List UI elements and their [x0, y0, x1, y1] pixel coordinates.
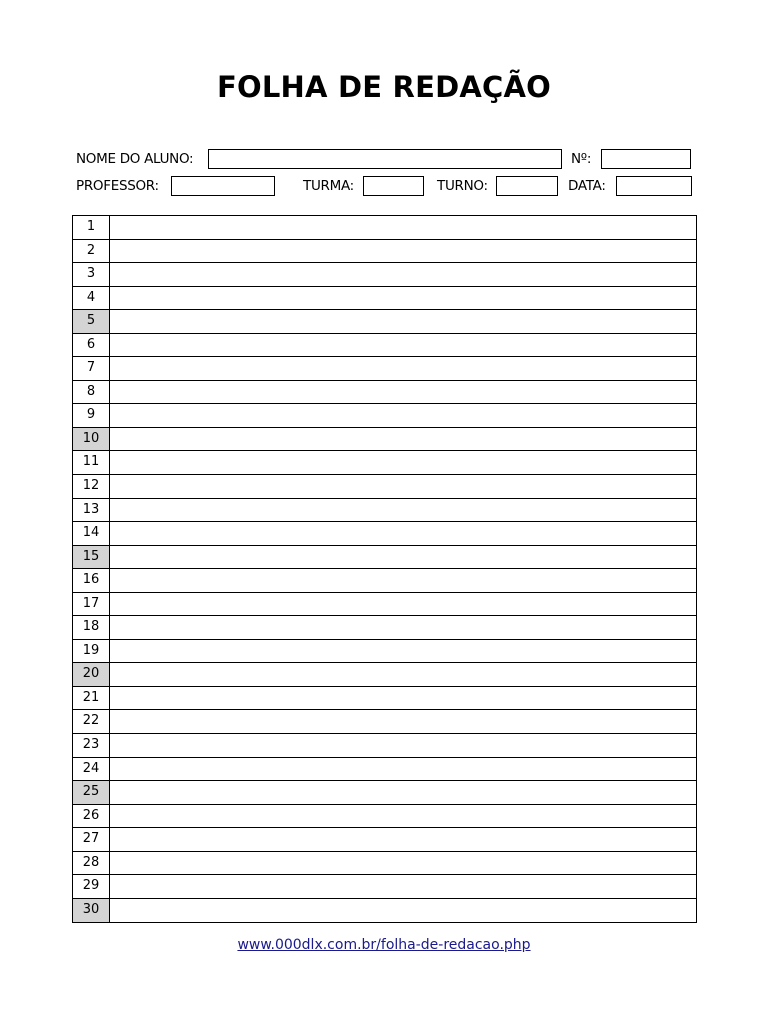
writing-line-row — [73, 240, 696, 264]
professor-field[interactable] — [171, 176, 275, 196]
writing-line[interactable] — [110, 710, 696, 733]
line-number: 5 — [73, 310, 110, 333]
writing-line[interactable] — [110, 428, 696, 451]
writing-line[interactable] — [110, 899, 696, 923]
writing-line-row — [73, 216, 696, 240]
writing-line-row — [73, 310, 696, 334]
writing-line[interactable] — [110, 334, 696, 357]
writing-line[interactable] — [110, 781, 696, 804]
writing-line-row — [73, 334, 696, 358]
writing-line[interactable] — [110, 451, 696, 474]
writing-line[interactable] — [110, 640, 696, 663]
writing-line-row — [73, 263, 696, 287]
nome-aluno-field[interactable] — [208, 149, 562, 169]
numero-label: Nº: — [571, 151, 592, 167]
writing-line-row — [73, 287, 696, 311]
writing-line[interactable] — [110, 357, 696, 380]
writing-line-row — [73, 404, 696, 428]
writing-line[interactable] — [110, 758, 696, 781]
line-number: 4 — [73, 287, 110, 310]
line-number: 10 — [73, 428, 110, 451]
writing-line[interactable] — [110, 475, 696, 498]
line-number: 8 — [73, 381, 110, 404]
writing-line[interactable] — [110, 805, 696, 828]
nome-aluno-label: NOME DO ALUNO: — [76, 151, 194, 167]
turma-field[interactable] — [363, 176, 424, 196]
writing-line-row — [73, 593, 696, 617]
line-number: 20 — [73, 663, 110, 686]
line-number: 14 — [73, 522, 110, 545]
writing-line[interactable] — [110, 522, 696, 545]
turno-label: TURNO: — [437, 178, 488, 194]
line-number: 17 — [73, 593, 110, 616]
writing-line-row — [73, 758, 696, 782]
footer-link[interactable]: www.000dlx.com.br/folha-de-redacao.php — [237, 937, 531, 953]
writing-line-row — [73, 781, 696, 805]
line-number: 1 — [73, 216, 110, 239]
data-field[interactable] — [616, 176, 692, 196]
writing-line-row — [73, 687, 696, 711]
professor-label: PROFESSOR: — [76, 178, 159, 194]
line-number: 30 — [73, 899, 110, 923]
line-number: 28 — [73, 852, 110, 875]
line-number: 16 — [73, 569, 110, 592]
writing-line-row — [73, 663, 696, 687]
writing-line[interactable] — [110, 216, 696, 239]
writing-line[interactable] — [110, 263, 696, 286]
writing-line-row — [73, 710, 696, 734]
writing-line[interactable] — [110, 381, 696, 404]
line-number: 29 — [73, 875, 110, 898]
writing-line-row — [73, 899, 696, 923]
line-number: 24 — [73, 758, 110, 781]
writing-line-row — [73, 852, 696, 876]
writing-line[interactable] — [110, 875, 696, 898]
line-number: 26 — [73, 805, 110, 828]
writing-line[interactable] — [110, 310, 696, 333]
writing-line[interactable] — [110, 404, 696, 427]
writing-line-row — [73, 640, 696, 664]
writing-line-row — [73, 616, 696, 640]
line-number: 23 — [73, 734, 110, 757]
line-number: 13 — [73, 499, 110, 522]
writing-line-row — [73, 522, 696, 546]
line-number: 18 — [73, 616, 110, 639]
writing-line[interactable] — [110, 663, 696, 686]
writing-line-row — [73, 357, 696, 381]
writing-line[interactable] — [110, 828, 696, 851]
turma-label: TURMA: — [303, 178, 354, 194]
writing-line-row — [73, 499, 696, 523]
line-number: 22 — [73, 710, 110, 733]
writing-line[interactable] — [110, 852, 696, 875]
writing-line-row — [73, 734, 696, 758]
writing-line[interactable] — [110, 287, 696, 310]
line-number: 6 — [73, 334, 110, 357]
writing-line-row — [73, 546, 696, 570]
line-number: 2 — [73, 240, 110, 263]
writing-line[interactable] — [110, 687, 696, 710]
writing-line[interactable] — [110, 734, 696, 757]
line-number: 12 — [73, 475, 110, 498]
line-number: 11 — [73, 451, 110, 474]
data-label: DATA: — [568, 178, 606, 194]
line-number: 25 — [73, 781, 110, 804]
writing-line[interactable] — [110, 569, 696, 592]
writing-line-row — [73, 875, 696, 899]
page-title: FOLHA DE REDAÇÃO — [217, 70, 551, 104]
writing-line-row — [73, 475, 696, 499]
writing-line[interactable] — [110, 616, 696, 639]
writing-line-row — [73, 805, 696, 829]
writing-line[interactable] — [110, 499, 696, 522]
line-number: 27 — [73, 828, 110, 851]
numero-field[interactable] — [601, 149, 691, 169]
writing-line-row — [73, 828, 696, 852]
line-number: 15 — [73, 546, 110, 569]
writing-line[interactable] — [110, 546, 696, 569]
writing-line-row — [73, 451, 696, 475]
writing-line-row — [73, 381, 696, 405]
line-number: 3 — [73, 263, 110, 286]
writing-line-row — [73, 428, 696, 452]
line-number: 7 — [73, 357, 110, 380]
line-number: 21 — [73, 687, 110, 710]
writing-lines-table — [72, 215, 697, 923]
line-number: 19 — [73, 640, 110, 663]
line-number: 9 — [73, 404, 110, 427]
footer — [0, 935, 768, 955]
writing-line[interactable] — [110, 240, 696, 263]
writing-line[interactable] — [110, 593, 696, 616]
writing-line-row — [73, 569, 696, 593]
turno-field[interactable] — [496, 176, 558, 196]
